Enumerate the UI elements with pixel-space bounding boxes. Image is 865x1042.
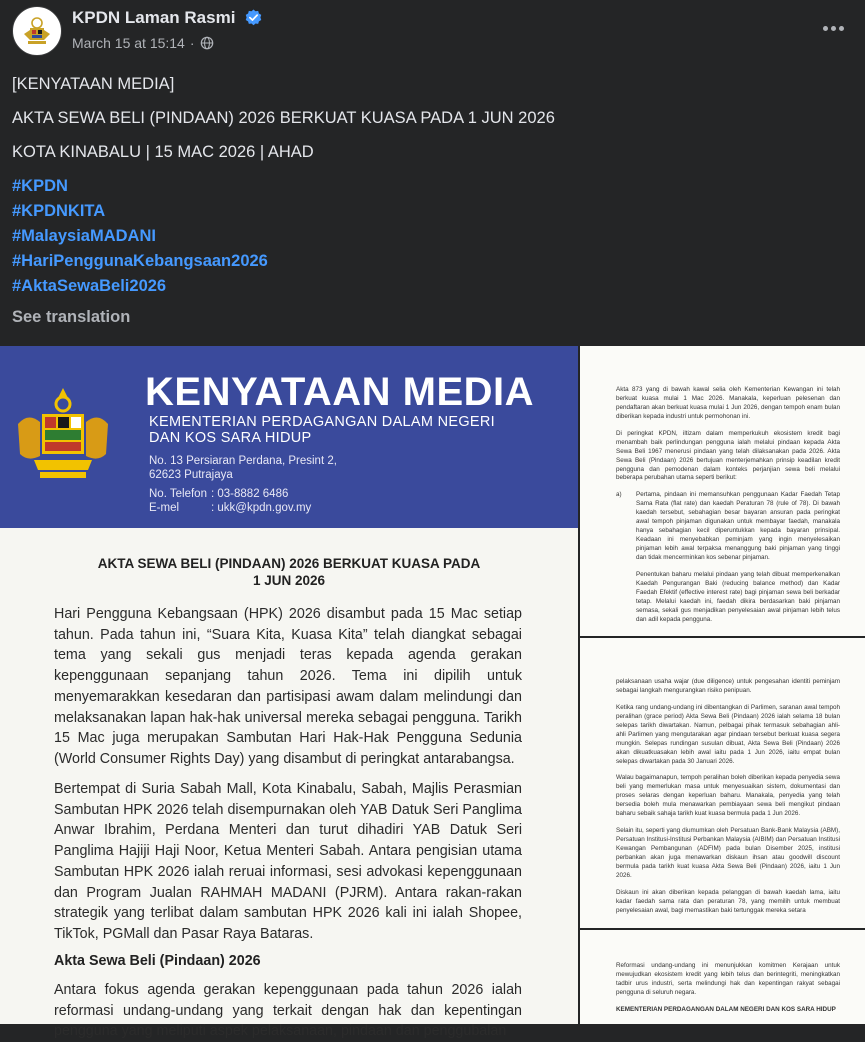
page-paragraph: pelaksanaan usaha wajar (due diligence) untuk pengesahan identiti peminjam sebagai langkah mengurangkan risiko penipuan. bbox=[616, 678, 840, 694]
page-paragraph: Di peringkat KPDN, iltizam dalam memperkukuh ekosistem kredit bagi menambah baik perlindungan pengguna ialah melalui pindaan kepada Akta Sewa Beli 1967 menerusi pindaan yang telah dilaksanakan pada 2026. Akta Sewa Beli (Pindaan) 2026 bertujuan menterjemahkan prinsip keadilan kredit pengguna dan pemodenan dalam konteks perjanjian sewa beli melalui beberapa perubahan utama seperti berikut: bbox=[616, 429, 840, 482]
dot-icon bbox=[831, 26, 836, 31]
phone-row bbox=[149, 487, 311, 501]
page-paragraph: Diskaun ini akan diberikan kepada pelanggan di bawah kaedah lama, iaitu kadar faedah sama rata dan peraturan 78, yang memilih untuk membuat penyelesaian awal, bagi memastikan baki tertunggak mereka setara bbox=[616, 888, 840, 914]
page-text bbox=[616, 678, 840, 924]
crest-icon bbox=[20, 14, 54, 48]
email-value: : ukk@kpdn.gov.my bbox=[211, 502, 312, 515]
page-paragraph: Walau bagaimanapun, tempoh peralihan boleh diberikan kepada penyedia sewa beli yang memerlukan masa untuk menyesuaikan sistem, dokumentasi dan proses selaras dengan keperluan baharu. Manakala, penyedia yang telah bersedia boleh mula menawarkan pembiayaan sewa beli mengikut pindaan baharu sebaik sahaja tarikh kuat kuasa bermula pada 1 Jun 2026. bbox=[616, 774, 840, 818]
document-section-heading: Akta Sewa Beli (Pindaan) 2026 bbox=[54, 953, 261, 969]
document-headline bbox=[50, 556, 528, 590]
banner-title: KENYATAAN MEDIA bbox=[145, 370, 535, 414]
coat-of-arms-icon bbox=[10, 384, 116, 484]
address-line: No. 13 Persiaran Perdana, Presint 2, bbox=[149, 455, 337, 467]
post-line-tag: [KENYATAAN MEDIA] bbox=[12, 75, 175, 94]
phone-value: : 03-8882 6486 bbox=[211, 488, 289, 500]
ministry-contact bbox=[149, 487, 311, 516]
post-header bbox=[0, 0, 865, 60]
hashtag-list bbox=[12, 174, 852, 299]
dot-icon bbox=[823, 26, 828, 31]
post-timestamp[interactable]: March 15 at 15:14 bbox=[72, 35, 185, 51]
hashtag-link[interactable]: #AktaSewaBeli2026 bbox=[12, 276, 167, 295]
ministry-line: DAN KOS SARA HIDUP bbox=[149, 429, 312, 446]
page-list-item bbox=[616, 491, 840, 632]
page-name[interactable]: KPDN Laman Rasmi bbox=[72, 8, 236, 27]
press-release-image-main[interactable] bbox=[0, 346, 578, 1040]
headline-line: 1 JUN 2026 bbox=[252, 572, 326, 588]
hashtag-link[interactable]: #HariPenggunaKebangsaan2026 bbox=[12, 251, 268, 270]
hashtag-link[interactable]: #MalaysiaMADANI bbox=[12, 226, 156, 245]
address-line: 62623 Putrajaya bbox=[149, 469, 233, 482]
page-text bbox=[616, 962, 840, 1023]
press-release-image-page-4[interactable] bbox=[580, 928, 865, 1024]
page-paragraph: KEMENTERIAN PERDAGANGAN DALAM NEGERI DAN KOS SARA HIDUP bbox=[616, 1005, 836, 1013]
press-release-image-page-3[interactable] bbox=[580, 636, 865, 928]
document-paragraph: Hari Pengguna Kebangsaan (HPK) 2026 disambut pada 15 Mac setiap tahun. Pada tahun ini, “Suara Kita, Kuasa Kita” telah diangkat sebagai tema yang sekali gus menjadi teras kepada agenda gerakan kepenggunaan sepanjang tahun 2026. Tema ini dipilih untuk menyemarakkan kesedaran dan partisipasi awam dalam melindungi dan melaksanakan lapan hak-hak universal mereka sebagai pengguna. Tarikh 15 Mac juga merupakan Sambutan Hari Hak-Hak Pengguna Sedunia (World Consumer Rights Day) yang disambut di peringkat antarabangsa. bbox=[54, 606, 522, 768]
page-paragraph: Ketika rang undang-undang ini dibentangkan di Parlimen, saranan awal tempoh peralihan (grace period) Akta Sewa Beli (Pindaan) 2026 ialah selama 18 bulan selepas tarikh diwartakan. Namun, pelbagai pihak termasuk sebahagian ahli-ahli Parlimen yang mengutarakan agar pindaan tersebut berkuat kuasa segera mungkin. Selepas rundingan susulan dibuat, Akta Sewa Beli (Pindaan) 2026 akan dikuatkuasakan lebih awal iaitu pada 1 Jun 2026, iaitu empat bulan selepas diwartakan pada 30 Januari 2026. bbox=[616, 703, 840, 765]
more-options-button[interactable] bbox=[821, 18, 845, 38]
document-paragraph: Antara fokus agenda gerakan kepenggunaan pada tahun 2026 ialah reformasi undang-undang yang terkait dengan hak dan kepentingan pengguna yang meliputi aspek pelaksanaan, pindaan dan penggubalan bbox=[54, 982, 522, 1040]
dot-icon bbox=[839, 26, 844, 31]
page-paragraph: Akta 873 yang di bawah kawal selia oleh Kementerian Kewangan ini telah berkuat kuasa mulai 1 Mac 2026. Manakala, keperluan pelesenan dan pendaftaran akan berkuat kuasa mulai 1 Jun 2026, dengan tempoh enam bulan diberikan kepada industri untuk permohonan ini. bbox=[616, 386, 840, 420]
press-release-banner bbox=[0, 346, 578, 528]
hashtag-link[interactable]: #KPDNKITA bbox=[12, 201, 106, 220]
list-item-body bbox=[636, 491, 840, 632]
page-avatar[interactable] bbox=[12, 6, 62, 56]
ministry-line: KEMENTERIAN PERDAGANGAN DALAM NEGERI bbox=[149, 414, 495, 430]
verified-badge-icon bbox=[245, 9, 262, 26]
meta-separator: · bbox=[189, 35, 195, 51]
press-release-image-page-2[interactable] bbox=[580, 346, 865, 636]
email-label: E-mel bbox=[149, 502, 180, 515]
ministry-name bbox=[149, 415, 495, 447]
page-paragraph: Reformasi undang-undang ini menunjukkan komitmen Kerajaan untuk mewujudkan ekosistem kredit yang lebih telus dan berintegriti, meningkatkan tadbir urus industri, serta melindungi hak dan kepentingan rakyat sebagai pengguna di seluruh negara. bbox=[616, 962, 840, 996]
hashtag-link[interactable]: #KPDN bbox=[12, 176, 68, 195]
ministry-address bbox=[149, 454, 337, 483]
see-translation-link[interactable]: See translation bbox=[12, 308, 131, 326]
page-paragraph: Pertama, pindaan ini memansuhkan penggunaan Kadar Faedah Tetap Sama Rata (flat rate) dan kaedah Peraturan 78 (rule of 78). Di bawah kaedah tersebut, sebahagian besar bayaran ansuran pada peringkat awal tempoh pinjaman digunakan untuk membayar faedah, manakala hanya sebahagian kecil diperuntukkan kepada bayaran prinsipal. Keadaan ini menyebabkan peminjam yang ingin menyelesaikan pinjaman lebih awal terpaksa menanggung baki pinjaman yang tinggi dan tidak mencerminkan kos sebenar pinjaman. bbox=[636, 491, 840, 561]
headline-line: AKTA SEWA BELI (PINDAAN) 2026 BERKUAT KUASA PADA bbox=[97, 556, 481, 571]
page-text bbox=[616, 386, 840, 633]
page-paragraph: Penentukan baharu melalui pindaan yang telah dibuat memperkenalkan Kaedah Pengurangan Baki (reducing balance method) dan Kadar Faedah Efektif (effective interest rate) bagi pinjaman sewa beli berkadar tetap. Melalui kaedah ini, faedah dikira berdasarkan baki pinjaman semasa, sekali gus menjadikan penyelesaian awal pinjaman lebih telus dan adil kepada pengguna. bbox=[636, 570, 840, 623]
page-paragraph: Selain itu, seperti yang diumumkan oleh Persatuan Bank-Bank Malaysia (ABM), Persatuan Institusi-Institusi Perbankan Malaysia (AIBIM) dan Persatuan Institusi Kewangan Pembangunan (ADFIM) pada bulan Disember 2025, institusi perbankan akan juga menawarkan diskaun ihsan atau goodwill discount bermula pada tarikh kuat kuasa Akta Sewa Beli (Pindaan) 2026, iaitu 1 Jun 2026. bbox=[616, 827, 840, 879]
post-text bbox=[12, 68, 852, 299]
globe-icon[interactable] bbox=[200, 36, 214, 50]
phone-label: No. Telefon bbox=[149, 488, 207, 500]
post-line-title: AKTA SEWA BELI (PINDAAN) 2026 BERKUAT KUASA PADA 1 JUN 2026 bbox=[12, 109, 555, 128]
list-marker: a) bbox=[616, 491, 622, 499]
email-row bbox=[149, 501, 311, 515]
document-paragraph: Bertempat di Suria Sabah Mall, Kota Kinabalu, Sabah, Majlis Perasmian Sambutan HPK 2026 telah disempurnakan oleh YAB Datuk Seri Panglima Anwar Ibrahim, Perdana Menteri dan turut dihadiri YAB Datuk Seri Panglima Hajiji Haji Noor, Ketua Menteri Sabah. Antara pengisian utama Sambutan HPK 2026 ialah reruai informasi, sesi advokasi kepenggunaan dan Program Jualan RAHMAH MADANI (PJRM). Antara rakan-rakan strategik yang terlibat dalam sambutan HPK 2026 kali ini ialah Shopee, TikTok, PGMall dan Pasar Raya Bataras. bbox=[54, 781, 522, 943]
post-meta bbox=[72, 35, 214, 51]
post-line-dateline: KOTA KINABALU | 15 MAC 2026 | AHAD bbox=[12, 143, 314, 162]
